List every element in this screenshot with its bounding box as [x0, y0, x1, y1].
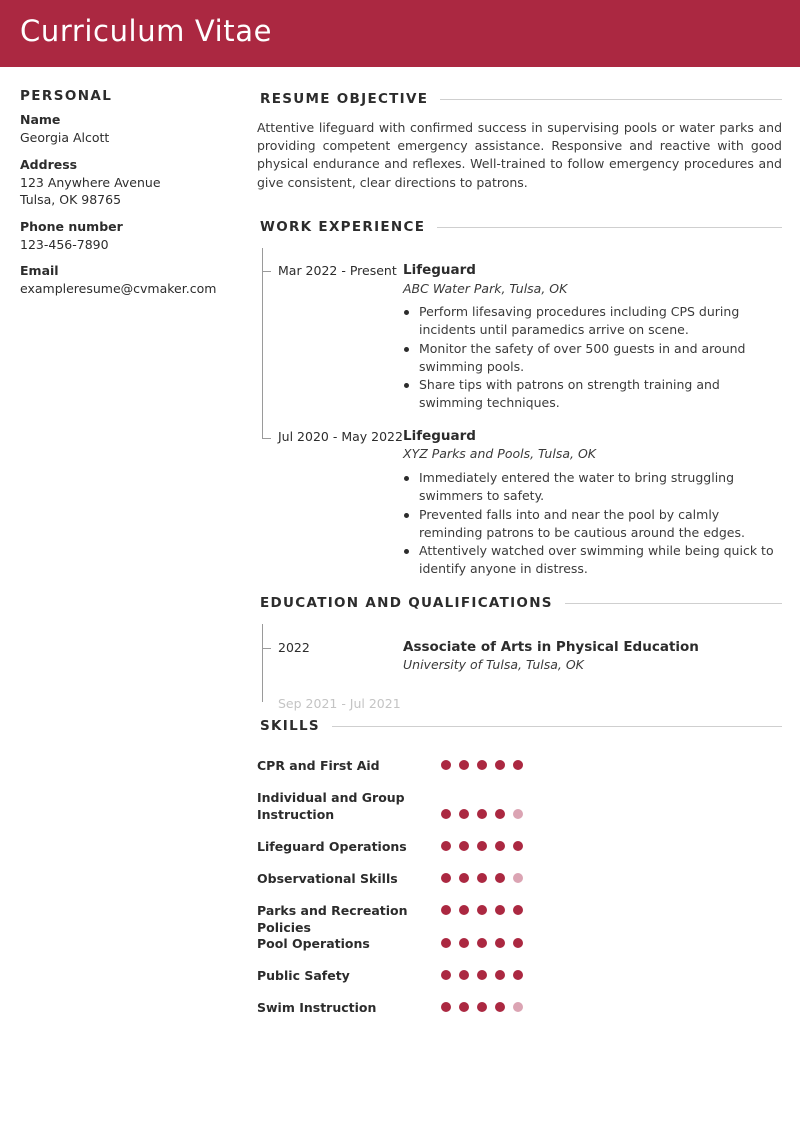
rating-dot-filled — [495, 1002, 505, 1012]
rating-dot-filled — [495, 970, 505, 980]
address-line1: 123 Anywhere Avenue — [20, 174, 161, 190]
job-date: Mar 2022 - Present — [278, 263, 397, 278]
rating-dot-filled — [495, 905, 505, 915]
timeline-tick — [262, 271, 271, 272]
rating-dot-filled — [441, 760, 451, 770]
rating-dot-filled — [513, 938, 523, 948]
list-item: Immediately entered the water to bring struggling swimmers to safety. — [403, 469, 783, 506]
rating-dot-filled — [477, 938, 487, 948]
job-company: ABC Water Park, Tulsa, OK — [403, 281, 568, 296]
section-divider — [565, 603, 782, 604]
section-divider — [437, 227, 782, 228]
rating-dot-filled — [477, 873, 487, 883]
rating-dot-filled — [495, 809, 505, 819]
name-label: Name — [20, 112, 61, 127]
email-label: Email — [20, 263, 59, 278]
rating-dot-filled — [459, 970, 469, 980]
skill-rating — [441, 873, 523, 883]
rating-dot-filled — [477, 760, 487, 770]
skill-rating — [441, 970, 523, 980]
rating-dot-filled — [459, 938, 469, 948]
objective-text: Attentive lifeguard with confirmed success in supervising pools or water parks and providing competent emergency assistance. Responsive and reactive with good physical endurance and reflexes. Well-trained to follow emergency procedures and give consistent, clear directions to patrons. — [257, 120, 782, 190]
skill-rating — [441, 1002, 523, 1012]
timeline-tick — [262, 438, 271, 439]
education-heading: EDUCATION AND QUALIFICATIONS — [260, 595, 553, 611]
rating-dot-filled — [495, 873, 505, 883]
skill-name: Public Safety — [257, 968, 350, 983]
rating-dot-filled — [495, 938, 505, 948]
rating-dot-empty — [513, 873, 523, 883]
phone-value: 123-456-7890 — [20, 236, 109, 252]
rating-dot-filled — [513, 760, 523, 770]
rating-dot-filled — [513, 905, 523, 915]
rating-dot-filled — [459, 841, 469, 851]
skill-rating — [441, 809, 523, 819]
experience-timeline — [262, 248, 263, 439]
rating-dot-filled — [459, 905, 469, 915]
education-degree: Associate of Arts in Physical Education — [403, 639, 699, 655]
section-divider — [332, 726, 782, 727]
list-item: Prevented falls into and near the pool by calmly reminding patrons to be cautious around the edges. — [403, 506, 783, 543]
job-bullets — [403, 303, 783, 413]
list-item: Share tips with patrons on strength training and swimming techniques. — [403, 376, 783, 413]
list-item: Monitor the safety of over 500 guests in and around swimming pools. — [403, 340, 783, 377]
objective-header — [260, 89, 782, 109]
job-bullets — [403, 469, 783, 579]
experience-heading: WORK EXPERIENCE — [260, 219, 426, 235]
experience-header — [260, 217, 782, 237]
rating-dot-filled — [441, 809, 451, 819]
rating-dot-filled — [459, 1002, 469, 1012]
personal-heading: PERSONAL — [20, 88, 113, 104]
skill-name: CPR and First Aid — [257, 758, 380, 773]
rating-dot-filled — [477, 841, 487, 851]
rating-dot-filled — [513, 841, 523, 851]
rating-dot-filled — [477, 1002, 487, 1012]
skill-rating — [441, 760, 523, 770]
skill-name: Individual and Group Instruction — [257, 790, 405, 822]
rating-dot-filled — [441, 938, 451, 948]
rating-dot-filled — [477, 970, 487, 980]
job-company: XYZ Parks and Pools, Tulsa, OK — [403, 446, 596, 461]
skill-name: Swim Instruction — [257, 1000, 377, 1015]
rating-dot-filled — [513, 970, 523, 980]
list-item: Perform lifesaving procedures including CPS during incidents until paramedics arrive on scene. — [403, 303, 783, 340]
name-value: Georgia Alcott — [20, 130, 110, 145]
rating-dot-filled — [441, 1002, 451, 1012]
education-school: University of Tulsa, Tulsa, OK — [403, 657, 584, 672]
rating-dot-filled — [459, 873, 469, 883]
skill-rating — [441, 905, 523, 915]
job-title: Lifeguard — [403, 262, 476, 278]
education-date-cut: Sep 2021 - Jul 2021 — [278, 696, 401, 711]
phone-label: Phone number — [20, 218, 123, 234]
skill-rating — [441, 841, 523, 851]
rating-dot-filled — [441, 841, 451, 851]
education-date: 2022 — [278, 640, 310, 655]
rating-dot-empty — [513, 809, 523, 819]
skill-name: Lifeguard Operations — [257, 839, 407, 854]
skills-heading: SKILLS — [260, 718, 320, 734]
header-banner — [0, 0, 800, 67]
rating-dot-filled — [495, 760, 505, 770]
rating-dot-filled — [441, 905, 451, 915]
objective-heading: RESUME OBJECTIVE — [260, 91, 429, 107]
email-value: exampleresume@cvmaker.com — [20, 281, 217, 296]
rating-dot-filled — [495, 841, 505, 851]
rating-dot-filled — [459, 760, 469, 770]
rating-dot-filled — [477, 905, 487, 915]
timeline-tick — [262, 648, 271, 649]
education-timeline — [262, 624, 263, 702]
section-divider — [440, 99, 782, 100]
skill-name: Parks and Recreation Policies — [257, 903, 408, 935]
rating-dot-empty — [513, 1002, 523, 1012]
skill-rating — [441, 938, 523, 948]
job-title: Lifeguard — [403, 428, 476, 444]
job-date: Jul 2020 - May 2022 — [278, 429, 403, 444]
rating-dot-filled — [477, 809, 487, 819]
page-title: Curriculum Vitae — [20, 14, 273, 48]
skill-name: Pool Operations — [257, 936, 370, 951]
list-item: Attentively watched over swimming while being quick to identify anyone in distress. — [403, 542, 783, 579]
personal-section — [20, 88, 235, 298]
rating-dot-filled — [459, 809, 469, 819]
address-label: Address — [20, 156, 78, 172]
rating-dot-filled — [441, 873, 451, 883]
skill-name: Observational Skills — [257, 871, 398, 886]
address-line2: Tulsa, OK 98765 — [20, 192, 122, 207]
rating-dot-filled — [441, 970, 451, 980]
skills-header — [260, 716, 782, 736]
education-header — [260, 593, 782, 613]
